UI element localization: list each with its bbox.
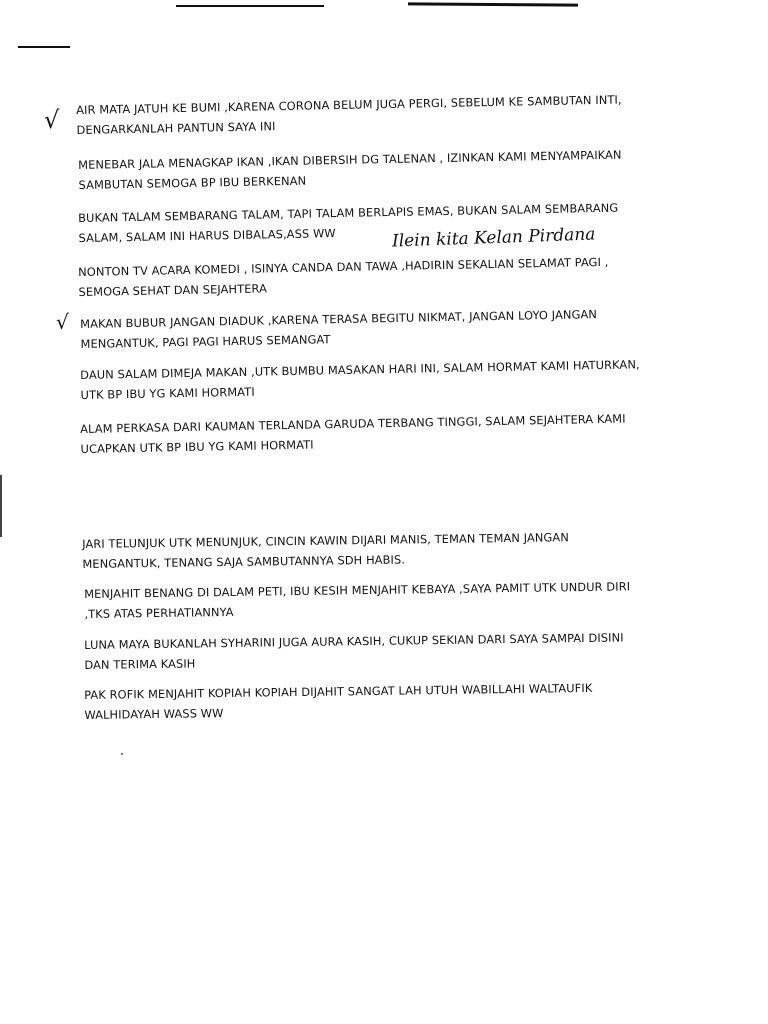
pantun-paragraph-6 [80,354,640,405]
pantun-paragraph-7 [80,409,626,459]
check-mark-icon: √ [56,310,69,334]
handwritten-note: Ilein kita Kelan Pirdana [391,224,596,252]
scan-edge-mark [0,475,2,537]
paragraph-line: UTK BP IBU YG KAMI HORMATI [80,384,255,402]
pantun-paragraph-10 [84,627,624,675]
paragraph-line: MAKAN BUBUR JANGAN DIADUK ,KARENA TERASA BEGITU NIKMAT, JANGAN LOYO JANGAN [80,307,598,331]
pantun-paragraph-2 [78,145,622,195]
paragraph-line: BUKAN TALAM SEMBARANG TALAM, TAPI TALAM BERLAPIS EMAS, BUKAN SALAM SEMBARANG [78,200,619,225]
pantun-paragraph-1 [76,90,622,140]
paragraph-line: MENGANTUK, PAGI PAGI HARUS SEMANGAT [80,332,331,351]
pantun-paragraph-5 [80,304,598,354]
paragraph-line: MENGANTUK, TENANG SAJA SAMBUTANNYA SDH HABIS. [82,552,406,571]
check-mark-icon: √ [44,106,60,134]
paragraph-line: NONTON TV ACARA KOMEDI , ISINYA CANDA DAN TAWA ,HADIRIN SEKALIAN SELAMAT PAGI , [78,254,609,279]
pantun-paragraph-9 [84,576,631,624]
pantun-paragraph-4 [78,252,609,302]
paragraph-line: AIR MATA JATUH KE BUMI ,KARENA CORONA BELUM JUGA PERGI, SEBELUM KE SAMBUTAN INTI, [76,92,622,117]
paragraph-line: SAMBUTAN SEMOGA BP IBU BERKENAN [78,173,307,192]
paragraph-line: MENEBAR JALA MENAGKAP IKAN ,IKAN DIBERSIH DG TALENAN , IZINKAN KAMI MENYAMPAIKAN [78,147,622,172]
scan-edge-mark [408,2,578,6]
paragraph-line: ,TKS ATAS PERHATIANNYA [84,604,234,621]
paragraph-line: DENGARKANLAH PANTUN SAYA INI [76,119,276,137]
paragraph-line: SALAM, SALAM INI HARUS DIBALAS,ASS WW [78,226,336,245]
scan-speck [121,753,123,755]
paragraph-line: UCAPKAN UTK BP IBU YG KAMI HORMATI [80,437,314,456]
pantun-paragraph-8 [82,527,569,574]
paragraph-line: WALHIDAYAH WASS WW [84,706,224,722]
paragraph-line: JARI TELUNJUK UTK MENUNJUK, CINCIN KAWIN DIJARI MANIS, TEMAN TEMAN JANGAN [82,530,570,551]
scan-edge-mark [18,46,70,48]
paragraph-line: DAUN SALAM DIMEJA MAKAN ,UTK BUMBU MASAKAN HARI INI, SALAM HORMAT KAMI HATURKAN, [80,357,640,382]
pantun-paragraph-11 [84,678,593,725]
paragraph-line: DAN TERIMA KASIH [84,656,196,672]
scan-edge-mark [176,5,324,7]
paragraph-line: PAK ROFIK MENJAHIT KOPIAH KOPIAH DIJAHIT SANGAT LAH UTUH WABILLAHI WALTAUFIK [84,680,593,702]
paragraph-line: LUNA MAYA BUKANLAH SYHARINI JUGA AURA KASIH, CUKUP SEKIAN DARI SAYA SAMPAI DISINI [84,630,624,652]
paragraph-line: MENJAHIT BENANG DI DALAM PETI, IBU KESIH MENJAHIT KEBAYA ,SAYA PAMIT UTK UNDUR DIRI [84,579,631,601]
paragraph-line: SEMOGA SEHAT DAN SEJAHTERA [78,281,268,299]
paragraph-line: ALAM PERKASA DARI KAUMAN TERLANDA GARUDA TERBANG TINGGI, SALAM SEJAHTERA KAMI [80,411,626,436]
